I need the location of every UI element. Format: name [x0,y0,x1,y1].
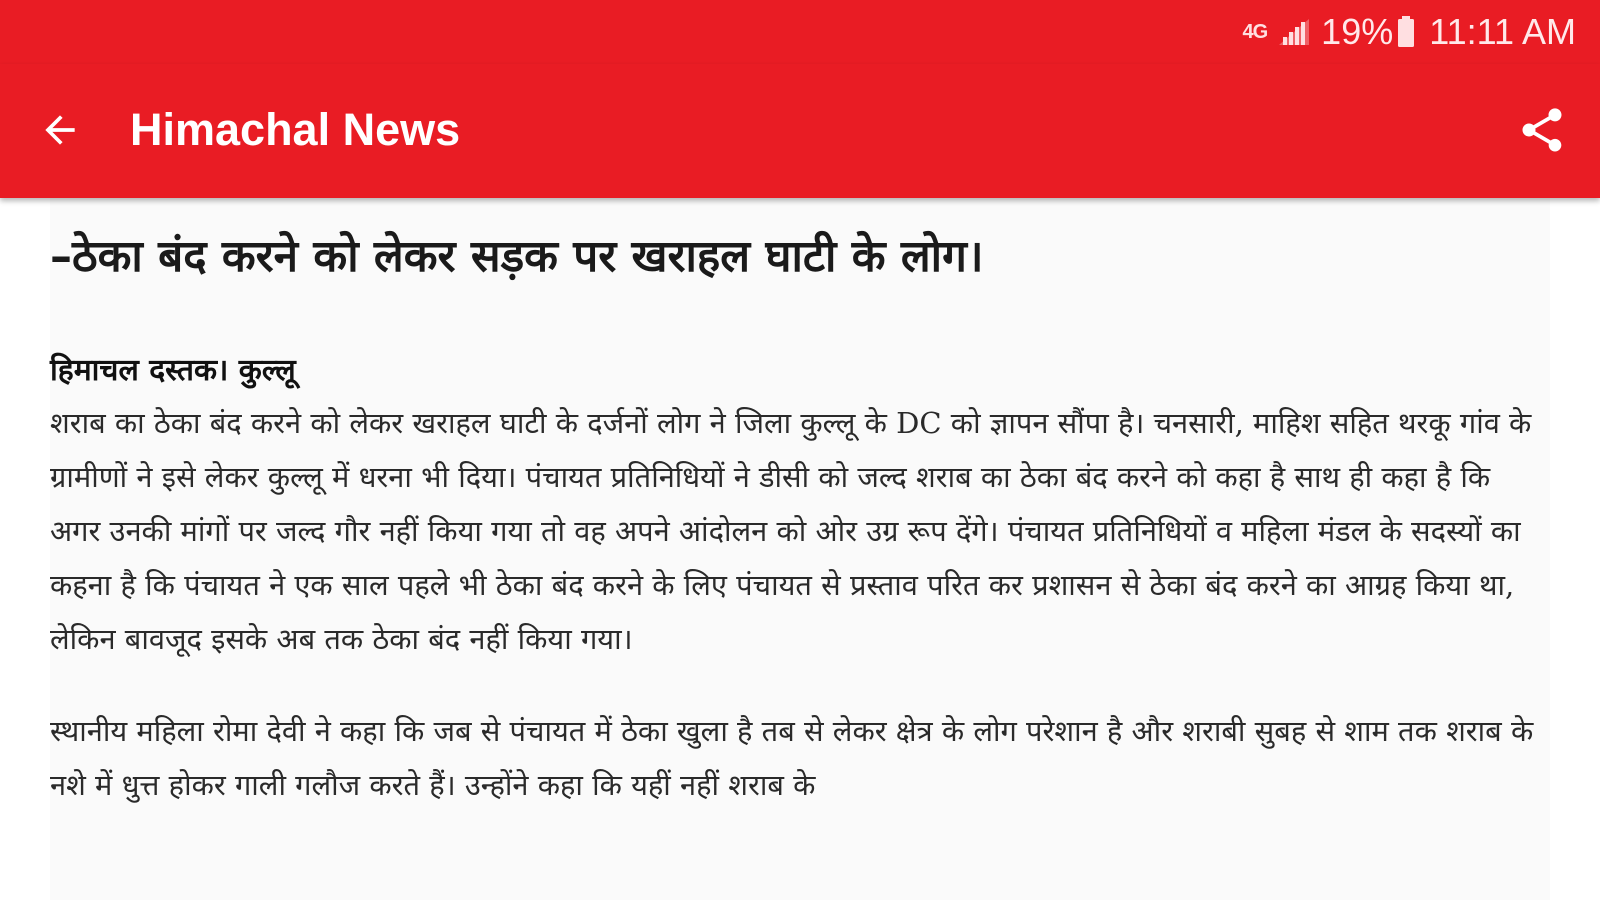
article-scroll-view[interactable] [0,198,1600,900]
battery-percentage: 19% [1321,11,1394,52]
back-button[interactable] [30,100,90,160]
signal-icon [1277,17,1311,47]
article-headline: –ठेका बंद करने को लेकर सड़क पर खराहल घाटी के लोग। [50,231,984,282]
article-paragraph: स्थानीय महिला रोमा देवी ने कहा कि जब से पंचायत में ठेका खुला है तब से लेकर क्षेत्र के लोग परेशान है और शराबी सुबह से शाम तक शराब के नशे में धुत्त होकर गाली गलौज करते हैं। उन्होंने कहा कि यहीं नहीं शराब के [50,714,1534,802]
article-paragraph: शराब का ठेका बंद करने को लेकर खराहल घाटी के दर्जनों लोग ने जिला कुल्लू के DC को ज्ञापन सौंपा है। चनसारी, माहिश सहित थरकू गांव के ग्रामीणों ने इसे लेकर कुल्लू में धरना भी दिया। पंचायत प्रतिनिधियों ने डीसी को जल्द शराब का ठेका बंद करने को कहा है साथ ही कहा है कि अगर उनकी मांगों पर जल्द गौर नहीं किया गया तो वह अपने आंदोलन को ओर उग्र रूप देंगे। पंचायत प्रतिनिधियों व महिला मंडल के सदस्यों का कहना है कि पंचायत ने एक साल पहले भी ठेका बंद करने के लिए पंचायत से प्रस्ताव परित कर प्रशासन से ठेका बंद करने का आग्रह किया था, लेकिन बावजूद इसके अब तक ठेका बंद नहीं किया गया। [50,406,1532,656]
status-bar [0,0,1600,64]
toolbar-title: Himachal News [130,104,461,155]
share-button[interactable] [1508,96,1576,164]
app-toolbar [0,64,1600,198]
clock: 11:11 AM [1429,11,1576,52]
network-type-label: 4G [1242,20,1268,43]
article-dateline: हिमाचल दस्तक। कुल्लू [50,353,296,388]
arrow-back-icon [38,108,82,152]
share-icon [1516,104,1568,156]
article [50,198,1550,900]
battery-icon [1397,16,1415,48]
status-indicators [1242,10,1576,54]
